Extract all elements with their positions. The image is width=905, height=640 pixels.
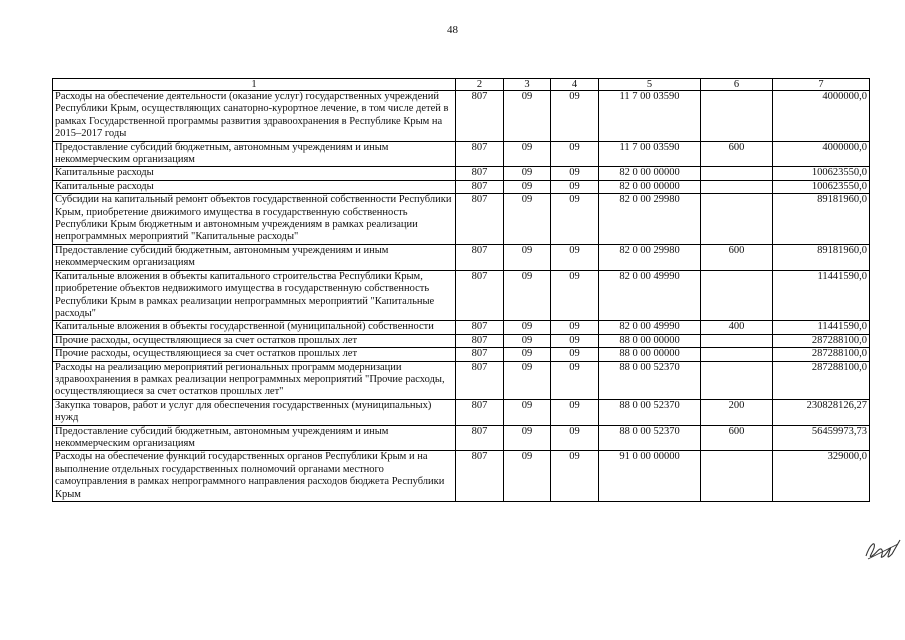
row-col4-cell: 09	[551, 321, 599, 334]
row-col3-cell: 09	[504, 180, 551, 193]
row-col2-cell: 807	[456, 270, 504, 321]
row-col5-cell: 88 0 00 52370	[599, 399, 701, 425]
row-col5-cell: 82 0 00 00000	[599, 167, 701, 180]
row-col5-cell: 91 0 00 00000	[599, 451, 701, 502]
row-sum-cell: 89181960,0	[773, 244, 870, 270]
row-col3-cell: 09	[504, 399, 551, 425]
column-header: 4	[551, 79, 599, 91]
row-sum-cell: 4000000,0	[773, 141, 870, 167]
row-col3-cell: 09	[504, 167, 551, 180]
row-col2-cell: 807	[456, 244, 504, 270]
row-name-cell: Капитальные вложения в объекты государственной (муниципальной) собственности	[53, 321, 456, 334]
row-col6-cell	[701, 348, 773, 361]
table-row	[53, 425, 870, 451]
row-col6-cell	[701, 91, 773, 142]
row-col4-cell: 09	[551, 270, 599, 321]
row-sum-cell: 100623550,0	[773, 180, 870, 193]
row-col6-cell: 600	[701, 244, 773, 270]
row-col3-cell: 09	[504, 361, 551, 399]
row-name-cell: Прочие расходы, осуществляющиеся за счет остатков прошлых лет	[53, 334, 456, 347]
row-col5-cell: 11 7 00 03590	[599, 91, 701, 142]
row-name-cell: Предоставление субсидий бюджетным, автономным учреждениям и иным некоммерческим организациям	[53, 425, 456, 451]
row-col5-cell: 88 0 00 52370	[599, 425, 701, 451]
row-col4-cell: 09	[551, 194, 599, 245]
row-sum-cell: 11441590,0	[773, 321, 870, 334]
row-name-cell: Прочие расходы, осуществляющиеся за счет остатков прошлых лет	[53, 348, 456, 361]
row-col2-cell: 807	[456, 399, 504, 425]
row-col6-cell	[701, 334, 773, 347]
row-col3-cell: 09	[504, 244, 551, 270]
row-col5-cell: 82 0 00 00000	[599, 180, 701, 193]
row-sum-cell: 287288100,0	[773, 348, 870, 361]
row-col3-cell: 09	[504, 321, 551, 334]
table-row	[53, 244, 870, 270]
row-col2-cell: 807	[456, 167, 504, 180]
table-row	[53, 91, 870, 142]
budget-table	[52, 78, 870, 502]
row-col3-cell: 09	[504, 91, 551, 142]
table-row	[53, 334, 870, 347]
row-col3-cell: 09	[504, 270, 551, 321]
column-header: 6	[701, 79, 773, 91]
row-col6-cell	[701, 361, 773, 399]
row-col2-cell: 807	[456, 141, 504, 167]
table-row	[53, 141, 870, 167]
row-col6-cell: 200	[701, 399, 773, 425]
row-col4-cell: 09	[551, 180, 599, 193]
row-col5-cell: 11 7 00 03590	[599, 141, 701, 167]
row-col2-cell: 807	[456, 194, 504, 245]
page-number: 48	[447, 24, 458, 36]
row-col6-cell	[701, 180, 773, 193]
row-col4-cell: 09	[551, 361, 599, 399]
row-sum-cell: 11441590,0	[773, 270, 870, 321]
row-col4-cell: 09	[551, 425, 599, 451]
row-col5-cell: 82 0 00 29980	[599, 194, 701, 245]
row-col3-cell: 09	[504, 141, 551, 167]
signature-mark	[862, 534, 902, 562]
row-col5-cell: 88 0 00 52370	[599, 361, 701, 399]
row-name-cell: Расходы на обеспечение функций государственных органов Республики Крым и на выполнение отдельных государственных полномочий органами местного самоуправления в рамках непрограммного направления расходов бюджета Республики Крым	[53, 451, 456, 502]
row-sum-cell: 287288100,0	[773, 361, 870, 399]
table-row	[53, 348, 870, 361]
column-header: 2	[456, 79, 504, 91]
row-name-cell: Предоставление субсидий бюджетным, автономным учреждениям и иным некоммерческим организациям	[53, 244, 456, 270]
row-name-cell: Расходы на реализацию мероприятий региональных программ модернизации здравоохранения в рамках реализации непрограммных мероприятий "Прочие расходы, осуществляющиеся за счет остатков прошлых лет"	[53, 361, 456, 399]
row-name-cell: Капитальные расходы	[53, 167, 456, 180]
row-col6-cell: 400	[701, 321, 773, 334]
row-col2-cell: 807	[456, 348, 504, 361]
row-col3-cell: 09	[504, 334, 551, 347]
row-col2-cell: 807	[456, 321, 504, 334]
column-header: 3	[504, 79, 551, 91]
row-col4-cell: 09	[551, 399, 599, 425]
column-header: 1	[53, 79, 456, 91]
row-col3-cell: 09	[504, 194, 551, 245]
row-col4-cell: 09	[551, 451, 599, 502]
row-col2-cell: 807	[456, 425, 504, 451]
table-body	[53, 91, 870, 502]
row-col4-cell: 09	[551, 348, 599, 361]
row-sum-cell: 287288100,0	[773, 334, 870, 347]
row-name-cell: Субсидии на капитальный ремонт объектов государственной собственности Республики Крым, приобретение движимого имущества в государственную собственность Республики Крым бюджетным и автономным учреждениям в рамках реализации непрограммных мероприятий "Капитальные расходы"	[53, 194, 456, 245]
table-row	[53, 270, 870, 321]
column-header: 5	[599, 79, 701, 91]
row-col4-cell: 09	[551, 91, 599, 142]
table-row	[53, 180, 870, 193]
table-header-row	[53, 79, 870, 91]
row-name-cell: Капитальные вложения в объекты капитального строительства Республики Крым, приобретение объектов недвижимого имущества в государственную собственность Республики Крым в рамках реализации непрограммных мероприятий "Капитальные расходы"	[53, 270, 456, 321]
row-name-cell: Закупка товаров, работ и услуг для обеспечения государственных (муниципальных) нужд	[53, 399, 456, 425]
row-name-cell: Предоставление субсидий бюджетным, автономным учреждениям и иным некоммерческим организациям	[53, 141, 456, 167]
row-sum-cell: 100623550,0	[773, 167, 870, 180]
row-sum-cell: 329000,0	[773, 451, 870, 502]
table-row	[53, 321, 870, 334]
row-col3-cell: 09	[504, 451, 551, 502]
row-name-cell: Капитальные расходы	[53, 180, 456, 193]
row-col6-cell	[701, 451, 773, 502]
table-row	[53, 167, 870, 180]
row-col2-cell: 807	[456, 91, 504, 142]
row-col4-cell: 09	[551, 334, 599, 347]
row-sum-cell: 89181960,0	[773, 194, 870, 245]
row-col6-cell	[701, 194, 773, 245]
table-row	[53, 361, 870, 399]
row-col4-cell: 09	[551, 167, 599, 180]
table-row	[53, 399, 870, 425]
row-col6-cell	[701, 270, 773, 321]
row-col6-cell	[701, 167, 773, 180]
row-sum-cell: 56459973,73	[773, 425, 870, 451]
row-name-cell: Расходы на обеспечение деятельности (оказание услуг) государственных учреждений Республики Крым, осуществляющих санаторно-курортное лечение, в том числе детей в рамках Государственной программы развития здравоохранения в Республике Крым на 2015–2017 годы	[53, 91, 456, 142]
row-col5-cell: 88 0 00 00000	[599, 334, 701, 347]
table-row	[53, 194, 870, 245]
row-col5-cell: 82 0 00 29980	[599, 244, 701, 270]
row-col6-cell: 600	[701, 425, 773, 451]
row-col5-cell: 82 0 00 49990	[599, 321, 701, 334]
row-col2-cell: 807	[456, 180, 504, 193]
row-sum-cell: 4000000,0	[773, 91, 870, 142]
row-col4-cell: 09	[551, 244, 599, 270]
row-col5-cell: 88 0 00 00000	[599, 348, 701, 361]
table-row	[53, 451, 870, 502]
row-col4-cell: 09	[551, 141, 599, 167]
row-col6-cell: 600	[701, 141, 773, 167]
row-col2-cell: 807	[456, 451, 504, 502]
row-col3-cell: 09	[504, 425, 551, 451]
row-sum-cell: 230828126,27	[773, 399, 870, 425]
row-col3-cell: 09	[504, 348, 551, 361]
column-header: 7	[773, 79, 870, 91]
row-col2-cell: 807	[456, 361, 504, 399]
row-col5-cell: 82 0 00 49990	[599, 270, 701, 321]
row-col2-cell: 807	[456, 334, 504, 347]
